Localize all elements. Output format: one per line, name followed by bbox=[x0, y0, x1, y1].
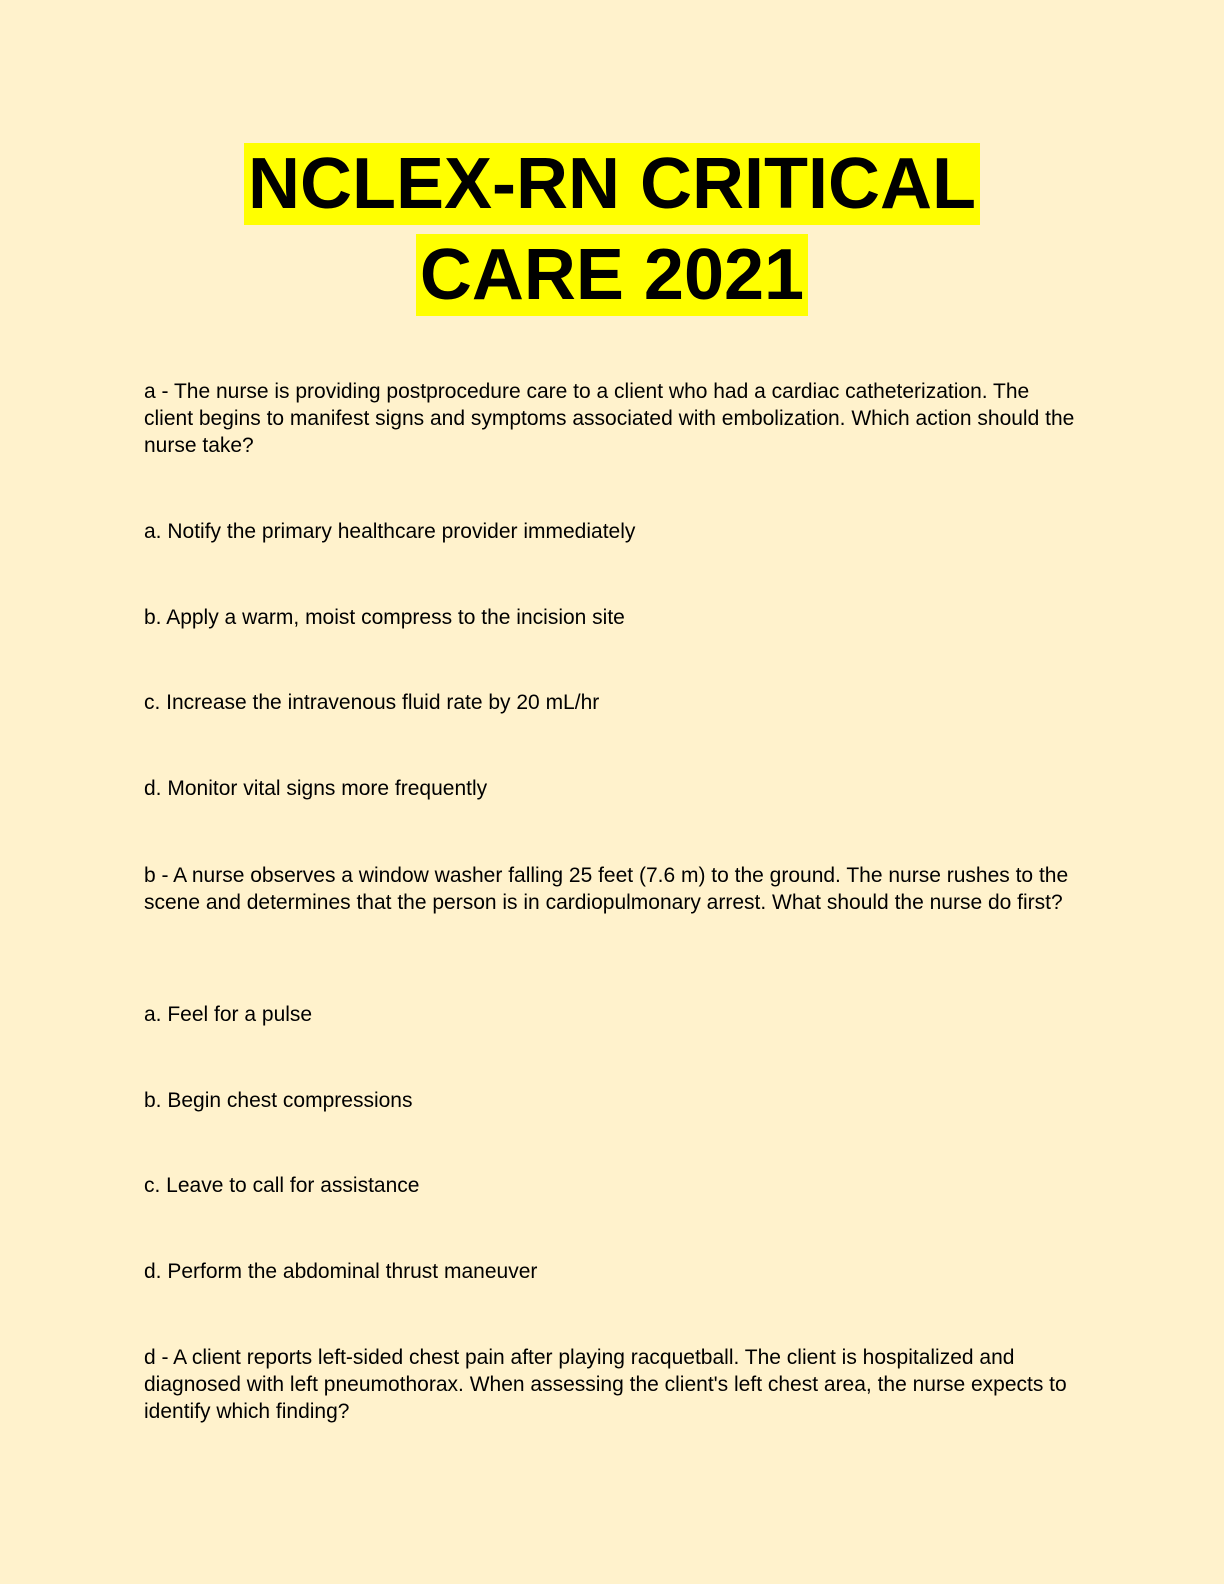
question-1-option-a: a. Notify the primary healthcare provider immediately bbox=[144, 520, 636, 543]
document-title bbox=[0, 140, 1224, 322]
question-1-option-c: c. Increase the intravenous fluid rate by 20 mL/hr bbox=[144, 691, 600, 714]
question-2-option-a: a. Feel for a pulse bbox=[144, 1003, 313, 1026]
question-2-option-b: b. Begin chest compressions bbox=[144, 1089, 413, 1112]
question-1-option-d: d. Monitor vital signs more frequently bbox=[144, 777, 488, 800]
question-2-option-d: d. Perform the abdominal thrust maneuver bbox=[144, 1260, 538, 1283]
question-1-option-b: b. Apply a warm, moist compress to the incision site bbox=[144, 606, 625, 629]
question-2-text: b - A nurse observes a window washer falling 25 feet (7.6 m) to the ground. The nurse rushes to the scene and determines that the person is in cardiopulmonary arrest. What should the nurse do first? bbox=[144, 864, 1069, 914]
question-1-text: a - The nurse is providing postprocedure care to a client who had a cardiac catheterization. The client begins to manifest signs and symptoms associated with embolization. Which action should the nurse take? bbox=[144, 380, 1075, 457]
title-line-2: CARE 2021 bbox=[416, 234, 808, 316]
question-2-option-c: c. Leave to call for assistance bbox=[144, 1174, 420, 1197]
question-3-text: d - A client reports left-sided chest pain after playing racquetball. The client is hospitalized and diagnosed with left pneumothorax. When assessing the client's left chest area, the nurse expects to identify which finding? bbox=[144, 1346, 1067, 1423]
title-line-1: NCLEX-RN CRITICAL bbox=[244, 143, 980, 225]
